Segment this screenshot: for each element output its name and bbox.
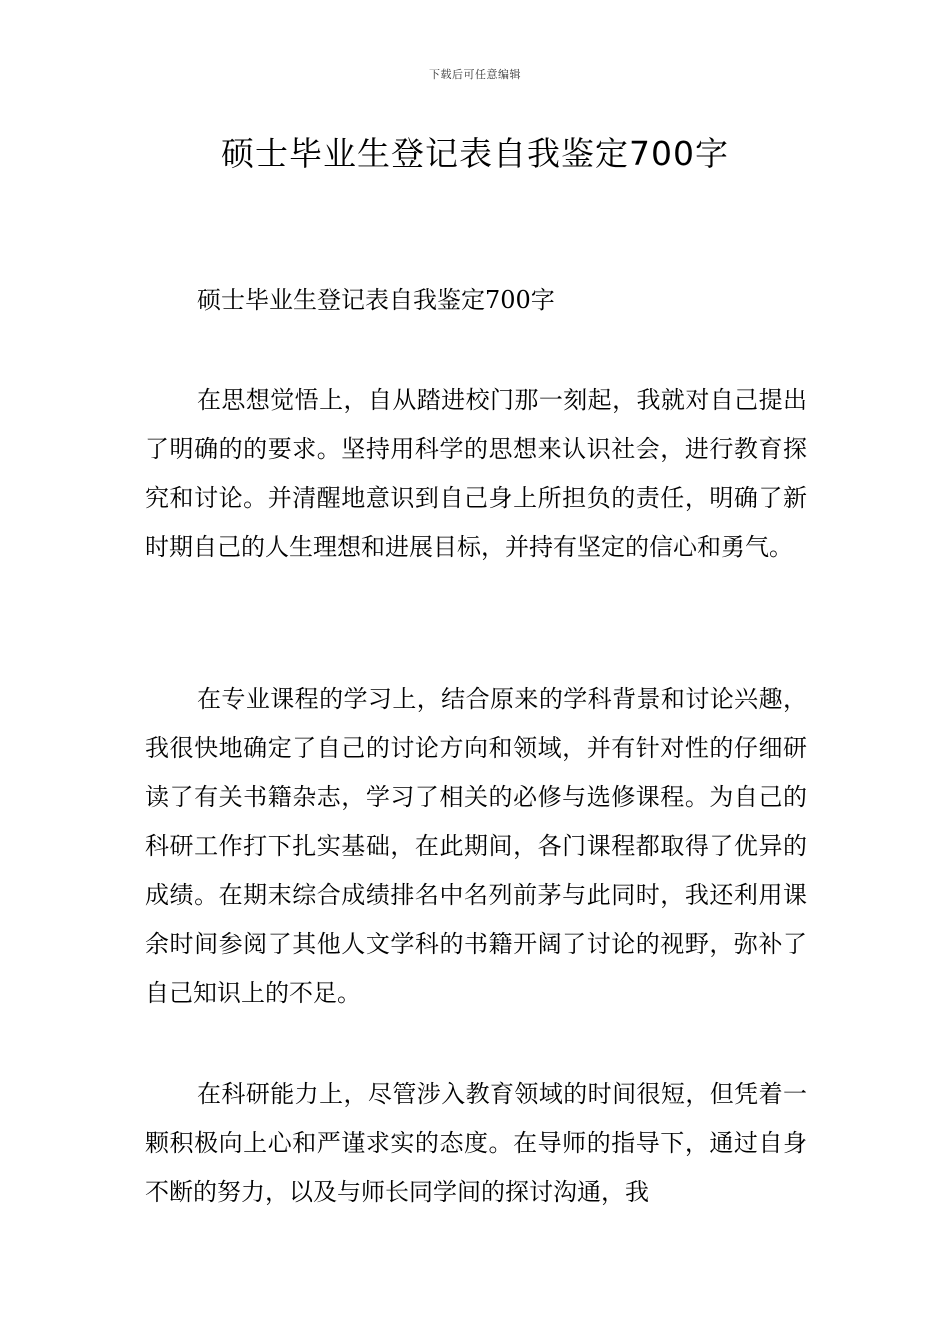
paragraph-coursework: 在专业课程的学习上，结合原来的学科背景和讨论兴趣，我很快地确定了自己的讨论方向和领域，并有针对性的仔细研读了有关书籍杂志，学习了相关的必修与选修课程。为自己的科研工作打下扎实基础，在此期间，各门课程都取得了优异的成绩。在期末综合成绩排名中名列前茅与此同时，我还利用课余时间参阅了其他人文学科的书籍开阔了讨论的视野，弥补了自己知识上的不足。 [145,685,807,1007]
document-subtitle: 硕士毕业生登记表自我鉴定700字 [197,286,555,314]
paragraph-research: 在科研能力上，尽管涉入教育领域的时间很短，但凭着一颗积极向上心和严谨求实的态度。在导师的指导下，通过自身不断的努力，以及与师长同学间的探讨沟通，我 [145,1080,807,1206]
header-note: 下载后可任意编辑 [429,68,521,81]
paragraph-ideology: 在思想觉悟上，自从踏进校门那一刻起，我就对自己提出了明确的的要求。坚持用科学的思想来认识社会，进行教育探究和讨论。并清醒地意识到自己身上所担负的责任，明确了新时期自己的人生理想和进展目标，并持有坚定的信心和勇气。 [145,386,807,561]
document-title: 硕士毕业生登记表自我鉴定700字 [221,134,729,173]
